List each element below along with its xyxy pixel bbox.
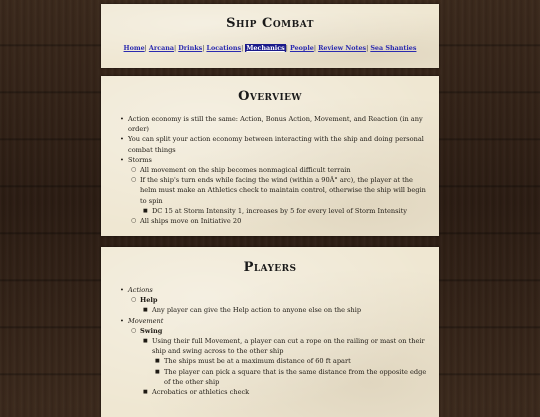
list-item: ○ All ships move on Initiative 20 [128, 216, 439, 226]
nav-link-locations[interactable]: Locations [206, 44, 242, 52]
players-heading: Players [243, 260, 297, 275]
list-item: • Actions ○ Help ■ Any player can give the Help action to anyone else on the ship [101, 285, 439, 316]
overview-card [101, 76, 439, 236]
nav-link-drinks[interactable]: Drinks [178, 44, 203, 52]
nav-link-mechanics[interactable]: Mechanics [246, 44, 285, 52]
nav-link-home[interactable]: Home [123, 44, 145, 52]
nav-link-people[interactable]: People [289, 44, 314, 52]
overview-list [101, 114, 439, 226]
overview-heading: Overview [238, 89, 302, 104]
nav-link-sea-shanties[interactable]: Sea Shanties [370, 44, 417, 52]
list-item: • Storms ○ All movement on the ship becomes nonmagical difficult terrain ○ If the ship's turn ends while facing the wind (within a 90Â° arc), the player at the helm must make an Athletics check to maintain control, otherwise the ship will begin to spin ■ DC 15 at Storm Intensity 1, increases by 5 for every level of Storm Intensity ○ All ships move on Initiative 20 [101, 155, 439, 226]
list-item: • Movement ○ Swing ■ Using their full Movement, a player can cut a rope on the railing or mast on their ship and swing across to the other ship ■ The ships must be at a maximum distance of 60 ft apart ■ The player can pick a square that is the same distance from the opposite edge of the other ship ■ Acrobatics or athletics check [101, 316, 439, 398]
list-item: ■ Acrobatics or athletics check [140, 387, 439, 397]
list-item: ○ Help ■ Any player can give the Help action to anyone else on the ship [128, 295, 439, 315]
players-list [101, 285, 439, 397]
header-card [101, 4, 439, 68]
players-card [101, 247, 439, 417]
storms-sublist [128, 165, 439, 226]
nav-link-review-notes[interactable]: Review Notes [318, 44, 367, 52]
list-item: ■ Any player can give the Help action to anyone else on the ship [140, 305, 439, 315]
list-item: ○ All movement on the ship becomes nonmagical difficult terrain [128, 165, 439, 175]
list-item: ■ The ships must be at a maximum distance of 60 ft apart [152, 356, 439, 366]
list-item: • You can split your action economy between interacting with the ship and doing personal combat things [101, 134, 439, 154]
nav-link-arcana[interactable]: Arcana [148, 44, 175, 52]
list-item: ○ If the ship's turn ends while facing the wind (within a 90Â° arc), the player at the helm must make an Athletics check to maintain control, otherwise the ship will begin to spin ■ DC 15 at Storm Intensity 1, increases by 5 for every level of Storm Intensity [128, 175, 439, 216]
page-title: Ship Combat [226, 16, 314, 31]
list-item: • Action economy is still the same: Action, Bonus Action, Movement, and Reaction (in any order) [101, 114, 439, 134]
top-nav: Home| Arcana| Drinks| Locations| Mechanics| People| Review Notes| Sea Shanties [123, 44, 417, 52]
list-item: ■ The player can pick a square that is the same distance from the opposite edge of the other ship [152, 367, 439, 387]
list-item: ■ DC 15 at Storm Intensity 1, increases by 5 for every level of Storm Intensity [140, 206, 439, 216]
list-item: ○ Swing ■ Using their full Movement, a player can cut a rope on the railing or mast on their ship and swing across to the other ship ■ The ships must be at a maximum distance of 60 ft apart ■ The player can pick a square that is the same distance from the opposite edge of the other ship ■ Acrobatics or athletics check [128, 326, 439, 397]
list-item: ■ Using their full Movement, a player can cut a rope on the railing or mast on their ship and swing across to the other ship ■ The ships must be at a maximum distance of 60 ft apart ■ The player can pick a square that is the same distance from the opposite edge of the other ship [140, 336, 439, 387]
